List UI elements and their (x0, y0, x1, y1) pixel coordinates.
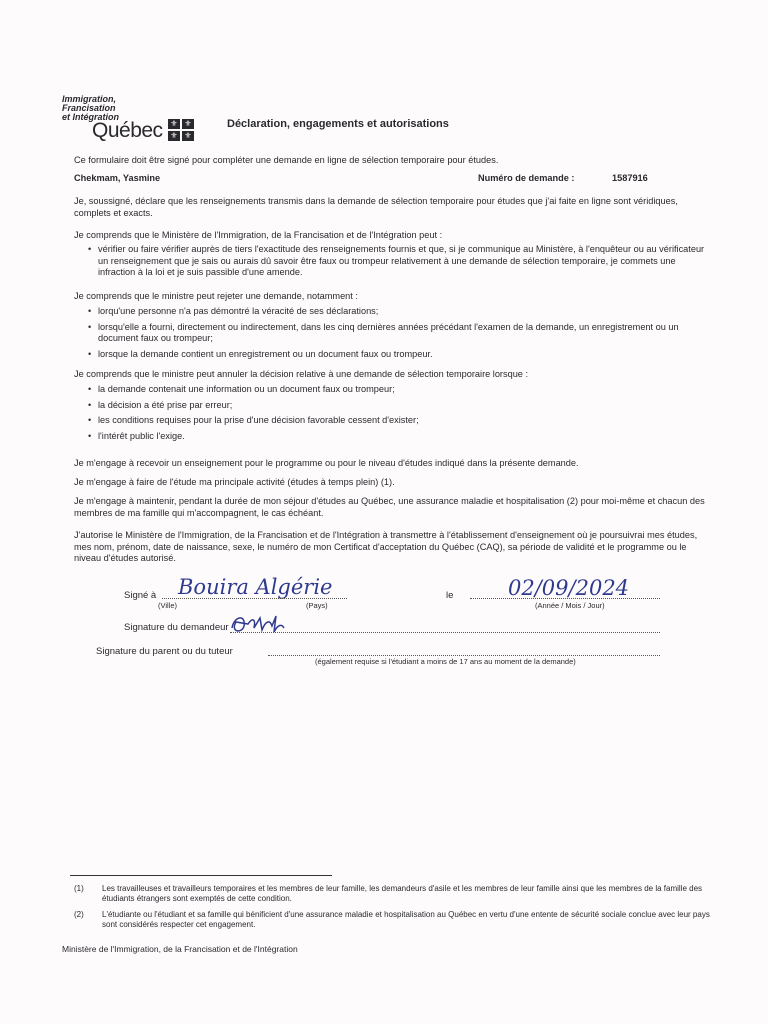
date-signature-line (470, 598, 660, 599)
applicant-signature-mark[interactable] (226, 610, 286, 638)
ville-label: (Ville) (158, 601, 178, 610)
footnote-text: Les travailleuses et travailleurs temporaires et les membres de leur famille, les demandeurs d'asile et les membres de leur famille ainsi que les membres de la famille des étudiants étrangers sont exemptés de cette condition. (102, 884, 703, 903)
section3-list (86, 384, 711, 446)
ministry-logo-text (62, 95, 119, 122)
logo-line: Francisation (62, 103, 116, 113)
footnote-divider (70, 875, 332, 876)
place-signature-line (162, 598, 347, 599)
intro-text: Ce formulaire doit être signé pour compléter une demande en ligne de sélection temporaire pour études. (74, 155, 499, 165)
date-le-label: le (446, 590, 454, 601)
quebec-wordmark: Québec (92, 119, 163, 142)
footnote-number: (1) (74, 884, 84, 893)
parent-signature-note: (également requise si l'étudiant a moins de 17 ans au moment de la demande) (315, 657, 576, 666)
parent-signature-line (268, 655, 660, 656)
footnote-number: (2) (74, 910, 84, 919)
applicant-signature-line (230, 632, 660, 633)
engagement-insurance: Je m'engage à maintenir, pendant la durée de mon séjour d'études au Québec, une assurance maladie et hospitalisation (2) pour moi-même et chacun des membres de ma famille qui m'accompagnent, le cas échéant. (74, 496, 705, 518)
list-item: • l'intérêt public l'exige. (86, 431, 711, 443)
handwritten-date[interactable]: 02/09/2024 (508, 576, 630, 600)
list-item: • la décision a été prise par erreur; (86, 400, 711, 412)
list-item: • vérifier ou faire vérifier auprès de tiers l'exactitude des renseignements fournis et que, si je communique au Ministère, à l'enquêteur ou au vérificateur un renseignement que je sais ou aurais dû savoir être faux ou trompeur relativement à une demande de sélection temporaire, je commets une infraction à la loi et je suis passible d'une amende. (86, 244, 711, 279)
engagement-program: Je m'engage à recevoir un enseignement pour le programme ou pour le niveau d'études indiqué dans la présente demande. (74, 458, 579, 468)
list-item: • les conditions requises pour la prise d'une décision favorable cessent d'exister; (86, 415, 711, 427)
logo-line: et Intégration (62, 112, 120, 122)
date-format-label: (Année / Mois / Jour) (535, 601, 605, 610)
handwritten-place[interactable]: Bouira Algérie (178, 575, 333, 599)
footnote-text: L'étudiante ou l'étudiant et sa famille qui bénificient d'une assurance maladie et hospitalisation au Québec en vertu d'une entente de sécurité sociale conclue avec leur pays sont considérés respecter cet engagement. (102, 910, 710, 929)
pays-label: (Pays) (306, 601, 328, 610)
request-number-label: Numéro de demande : (478, 173, 575, 183)
applicant-signature-label: Signature du demandeur (124, 622, 229, 633)
section3-lead: Je comprends que le ministre peut annuler la décision relative à une demande de sélection temporaire lorsque : (74, 369, 529, 379)
fleur-de-lis-flag-icon: ⚜ ⚜ ⚜ ⚜ (168, 119, 194, 141)
list-item: • lorsque la demande contient un enregistrement ou un document faux ou trompeur. (86, 349, 711, 361)
list-item: • lorsqu'elle a fourni, directement ou indirectement, dans les cinq dernières années précédant l'examen de la demande, un enregistrement ou un document faux ou trompeur; (86, 322, 711, 345)
section2-lead: Je comprends que le ministre peut rejeter une demande, notamment : (74, 291, 358, 301)
applicant-name: Chekmam, Yasmine (74, 173, 161, 183)
section1-list (86, 244, 711, 283)
logo-line: Immigration, (62, 94, 117, 104)
form-title: Déclaration, engagements et autorisations (227, 118, 449, 130)
signed-at-label: Signé à (124, 590, 157, 601)
engagement-fulltime: Je m'engage à faire de l'étude ma principale activité (études à temps plein) (1). (74, 477, 395, 487)
request-number: 1587916 (612, 173, 648, 183)
list-item: • la demande contenait une information ou un document faux ou trompeur; (86, 384, 711, 396)
list-item: • lorqu'une personne n'a pas démontré la véracité de ses déclarations; (86, 306, 711, 318)
authorization-text: J'autorise le Ministère de l'Immigration, de la Francisation et de l'Intégration à transmettre à l'établissement d'enseignement où je poursuivrai mes études, mes nom, prénom, date de naissance, sexe, le numéro de mon Certificat d'acceptation du Québec (CAQ), sa période de validité et le programme ou le niveau d'études autorisé. (74, 530, 698, 563)
declaration-text: Je, soussigné, déclare que les renseignements transmis dans la demande de sélection temporaire pour études que j'ai faite en ligne sont véridiques, complets et exacts. (74, 196, 678, 218)
section1-lead: Je comprends que le Ministère de l'Immigration, de la Francisation et de l'Intégration peut : (74, 230, 443, 240)
parent-signature-label: Signature du parent ou du tuteur (96, 646, 233, 657)
section2-list (86, 306, 711, 364)
footer-ministry: Ministère de l'Immigration, de la Francisation et de l'Intégration (62, 944, 298, 954)
